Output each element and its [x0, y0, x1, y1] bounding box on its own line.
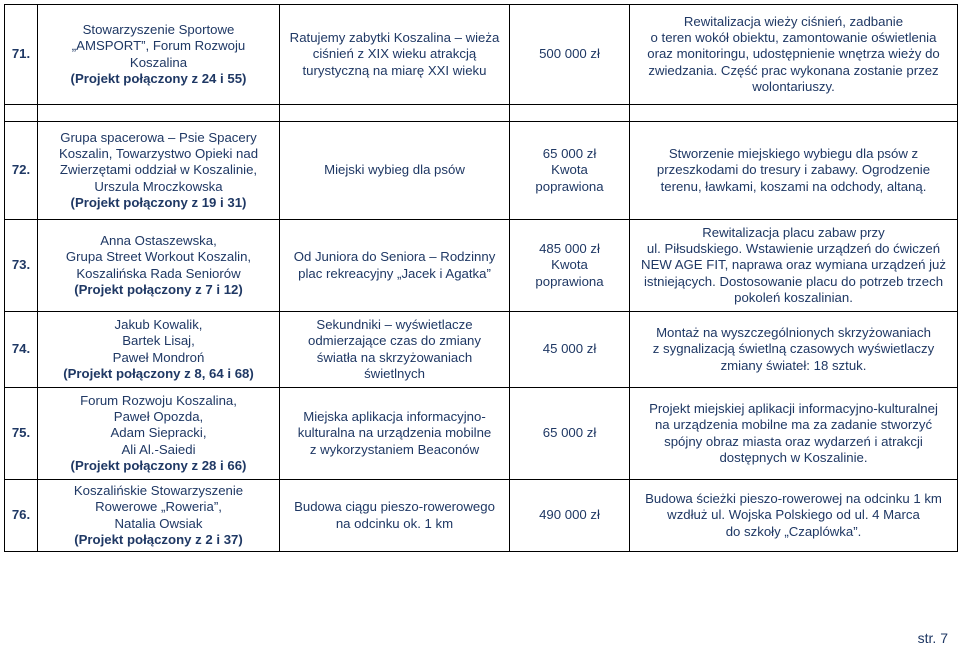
applicant-line: „AMSPORT”, Forum Rozwoju: [71, 38, 246, 54]
title-line: świetlnych: [364, 365, 425, 381]
gap-cell: [5, 105, 38, 122]
applicant-cell: [38, 122, 280, 220]
applicant-line: Koszalińska Rada Seniorów: [76, 265, 241, 281]
description-cell: [630, 388, 958, 480]
amount-line: Kwota: [551, 162, 588, 178]
gap-cell: [38, 105, 280, 122]
title-line: Ratujemy zabytki Koszalina – wieża: [289, 30, 500, 46]
description-line: z sygnalizacją świetlną czasowych wyświetlaczy: [652, 341, 935, 357]
title-line: z wykorzystaniem Beaconów: [309, 441, 480, 457]
project-title-cell: [280, 5, 510, 105]
applicant-line: Urszula Mroczkowska: [94, 178, 223, 194]
table-row: [5, 480, 958, 552]
amount-cell: [510, 220, 630, 312]
applicant-line: Ali Al.-Saiedi: [121, 441, 196, 457]
description-line: o teren wokół obiektu, zamontowanie oświetlenia: [650, 30, 937, 46]
table-row: [5, 388, 958, 480]
applicant-note: (Projekt połączony z 28 i 66): [70, 457, 247, 473]
description-line: Montaż na wyszczególnionych skrzyżowaniach: [656, 325, 931, 341]
title-line: Od Juniora do Seniora – Rodzinny: [293, 249, 496, 265]
applicant-line: Anna Ostaszewska,: [100, 233, 217, 249]
applicant-line: Koszalin, Towarzystwo Opieki nad: [58, 146, 259, 162]
description-line: NEW AGE FIT, naprawa oraz wymiana urządzeń już: [641, 257, 946, 273]
applicant-line: Natalia Owsiak: [114, 515, 203, 531]
applicant-cell: [38, 5, 280, 105]
description-line: na urządzenia mobilne ma za zadanie stworzyć: [654, 417, 933, 433]
applicant-line: Forum Rozwoju Koszalina,: [80, 392, 237, 408]
table-row: [5, 122, 958, 220]
project-title-cell: [280, 312, 510, 388]
description-cell: [630, 312, 958, 388]
applicant-line: Zwierzętami oddział w Koszalinie,: [59, 162, 258, 178]
project-title-cell: [280, 388, 510, 480]
amount-cell: [510, 122, 630, 220]
title-line: Sekundniki – wyświetlacze: [316, 317, 473, 333]
gap-cell: [630, 105, 958, 122]
title-line: turystyczną na miarę XXI wieku: [302, 62, 487, 78]
applicant-line: Grupa Street Workout Koszalin,: [65, 249, 252, 265]
applicant-line: Paweł Mondroń: [112, 349, 205, 365]
amount-line: poprawiona: [535, 273, 604, 289]
table-row: [5, 312, 958, 388]
amount-cell: [510, 5, 630, 105]
project-title-cell: [280, 480, 510, 552]
applicant-line: Adam Siepracki,: [110, 425, 207, 441]
amount-line: poprawiona: [535, 178, 604, 194]
applicant-line: Grupa spacerowa – Psie Spacery: [60, 129, 257, 145]
description-line: przeszkodami do tresury i zabawy. Ogrodzenie: [656, 162, 931, 178]
project-title-cell: [280, 220, 510, 312]
applicant-cell: [38, 312, 280, 388]
description-line: oraz monitoringu, udostępnienie wnętrza wieży do: [647, 46, 940, 62]
page-number: str. 7: [917, 630, 948, 646]
row-number: 75.: [5, 388, 38, 480]
description-line: zwiedzania. Część prac wykonana zostanie przez: [648, 62, 939, 78]
row-number: 72.: [5, 122, 38, 220]
description-line: Budowa ścieżki pieszo-rowerowej na odcinku 1 km: [645, 491, 942, 507]
applicant-cell: [38, 220, 280, 312]
applicant-line: Rowerowe „Roweria”,: [95, 499, 222, 515]
description-line: do szkoły „Czaplówka”.: [725, 523, 862, 539]
description-line: terenu, ławkami, koszami na odchody, altaną.: [660, 178, 927, 194]
projects-table: [4, 4, 958, 552]
amount-cell: [510, 312, 630, 388]
amount-line: 485 000 zł: [539, 241, 600, 257]
gap-cell: [280, 105, 510, 122]
row-number: 73.: [5, 220, 38, 312]
row-number: 74.: [5, 312, 38, 388]
project-title-cell: [280, 122, 510, 220]
description-cell: [630, 480, 958, 552]
row-number: 76.: [5, 480, 38, 552]
applicant-line: Paweł Opozda,: [113, 409, 204, 425]
applicant-line: Jakub Kowalik,: [114, 317, 203, 333]
title-line: światła na skrzyżowaniach: [316, 349, 473, 365]
description-line: Stworzenie miejskiego wybiegu dla psów z: [668, 146, 919, 162]
applicant-cell: [38, 480, 280, 552]
applicant-note: (Projekt połączony z 24 i 55): [70, 70, 247, 86]
description-line: pokoleń koszalinian.: [734, 289, 853, 305]
description-line: Rewitalizacja placu zabaw przy: [702, 224, 885, 240]
title-line: Miejski wybieg dla psów: [324, 162, 465, 178]
title-line: Miejska aplikacja informacyjno-: [303, 409, 486, 425]
description-line: Rewitalizacja wieży ciśnień, zadbanie: [683, 13, 904, 29]
applicant-line: Koszalina: [129, 54, 188, 70]
applicant-line: Koszalińskie Stowarzyszenie: [73, 483, 244, 499]
applicant-note: (Projekt połączony z 7 i 12): [74, 281, 243, 297]
description-line: Projekt miejskiej aplikacji informacyjno-kulturalnej: [649, 401, 938, 417]
description-line: wzdłuż ul. Wojska Polskiego od ul. 4 Marca: [667, 507, 920, 523]
applicant-line: Stowarzyszenie Sportowe: [82, 22, 235, 38]
title-line: ciśnień z XIX wieku atrakcją: [312, 46, 477, 62]
amount-line: 65 000 zł: [542, 146, 597, 162]
row-number: 71.: [5, 5, 38, 105]
applicant-note: (Projekt połączony z 2 i 37): [74, 531, 243, 547]
amount-line: 490 000 zł: [539, 507, 600, 523]
title-line: Budowa ciągu pieszo-rowerowego: [294, 499, 495, 515]
amount-line: Kwota: [551, 257, 588, 273]
description-line: zmiany świateł: 18 sztuk.: [720, 357, 867, 373]
row-gap: [5, 105, 958, 122]
amount-line: 500 000 zł: [539, 46, 600, 62]
title-line: na odcinku ok. 1 km: [335, 515, 454, 531]
description-cell: [630, 5, 958, 105]
applicant-note: (Projekt połączony z 19 i 31): [70, 194, 247, 210]
amount-cell: [510, 388, 630, 480]
description-line: spójny obraz miasta oraz wydarzeń i atrakcji: [664, 433, 923, 449]
applicant-note: (Projekt połączony z 8, 64 i 68): [63, 365, 254, 381]
description-line: istniejących. Dostosowanie placu do potrzeb trzech: [643, 273, 944, 289]
table-row: [5, 5, 958, 105]
amount-cell: [510, 480, 630, 552]
description-line: wolontariuszy.: [752, 78, 835, 94]
amount-line: 45 000 zł: [542, 341, 597, 357]
applicant-line: Bartek Lisaj,: [122, 333, 195, 349]
description-cell: [630, 220, 958, 312]
title-line: odmierzające czas do zmiany: [308, 333, 481, 349]
description-line: dostępnych w Koszalinie.: [719, 449, 868, 465]
table-row: [5, 220, 958, 312]
title-line: plac rekreacyjny „Jacek i Agatka”: [298, 265, 491, 281]
description-cell: [630, 122, 958, 220]
applicant-cell: [38, 388, 280, 480]
title-line: kulturalna na urządzenia mobilne: [297, 425, 492, 441]
gap-cell: [510, 105, 630, 122]
amount-line: 65 000 zł: [542, 425, 597, 441]
description-line: ul. Piłsudskiego. Wstawienie urządzeń do ćwiczeń: [646, 241, 941, 257]
